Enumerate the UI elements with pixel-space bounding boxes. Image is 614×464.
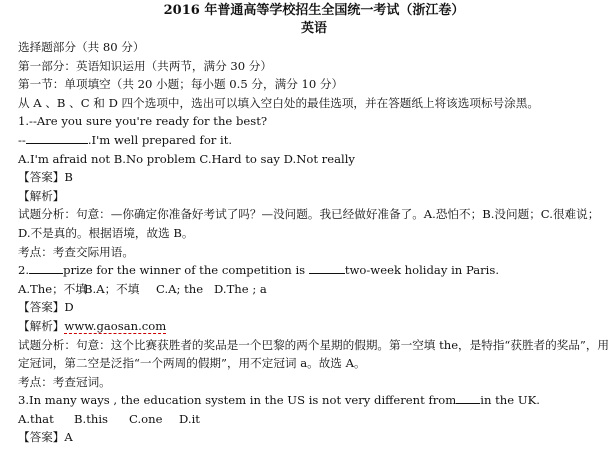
q2-answer-value: D	[64, 300, 74, 315]
q2-option-b: B.A；不填	[84, 281, 140, 296]
q2-stem-end: two-week holiday in Paris.	[344, 263, 500, 278]
q2-option-c: C.A; the	[156, 281, 204, 296]
q2-analysis: 试题分析：句意：这个比赛获胜者的奖品是一个巴黎的两个星期的假期。第一空填 the，是特指“获胜者的奖品”，用定冠词，第二空是泛指“一个两周的假期”，用不定冠词 a。故选 A。	[18, 337, 610, 371]
q1-answer-value: B	[64, 170, 73, 185]
q3-answer-value: A	[64, 430, 73, 445]
q3-option-d: D.it	[179, 411, 200, 426]
q2-point: 考点：考查冠词。	[18, 374, 111, 389]
q1-reply-line	[18, 131, 610, 150]
q3-option-c: C.one	[129, 411, 163, 426]
q1-options: A.I'm afraid not B.No problem C.Hard to say D.Not really	[18, 151, 355, 166]
subsection-heading: 第一节：单项填空（共 20 小题；每小题 0.5 分，满分 10 分）	[18, 77, 344, 92]
q2-stem	[18, 261, 610, 280]
q3-stem	[18, 391, 610, 410]
q2-analysis-header	[18, 317, 610, 336]
q2-answer-label: 【答案】	[18, 300, 65, 315]
document	[18, 2, 610, 447]
q1-analysis-label: 【解析】	[18, 188, 65, 203]
part-heading: 第一部分：英语知识运用（共两节，满分 30 分）	[18, 58, 272, 73]
q3-answer-label: 【答案】	[18, 430, 65, 445]
q1-stem: 1.--Are you sure you're ready for the best?	[18, 114, 268, 129]
q1-dash: --	[18, 132, 26, 147]
section-heading: 选择题部分（共 80 分）	[18, 40, 145, 54]
q3-blank	[456, 391, 480, 404]
q1-analysis: 试题分析：句意：—你确定你准备好考试了吗？—没问题。我已经做好准备了。A.恐怕不；B.没问题；C.很难说；D.不是真的。根据语境，故选 B。	[18, 207, 600, 240]
q3-option-a: A.that	[18, 411, 54, 426]
q2-options	[18, 280, 610, 299]
q2-blank-1	[29, 261, 63, 274]
exam-subject: 英语	[300, 21, 327, 36]
q2-blank-2	[309, 261, 345, 274]
q1-point: 考点：考查交际用语。	[18, 244, 134, 259]
q2-watermark-link[interactable]: www.gaosan.com	[64, 318, 167, 333]
q3-stem-end: in the UK.	[480, 393, 540, 408]
q1-answer	[18, 168, 610, 187]
q2-analysis-label: 【解析】	[18, 318, 65, 333]
q2-option-a: A.The；不填	[18, 281, 87, 296]
q3-options	[18, 410, 610, 429]
q1-answer-label: 【答案】	[18, 170, 65, 185]
q3-stem-text: 3.In many ways , the education system in the US is not very different from	[18, 393, 457, 408]
q2-stem-middle: prize for the winner of the competition is	[63, 263, 306, 278]
q2-answer	[18, 298, 610, 317]
q3-option-b: B.this	[74, 411, 108, 426]
q1-blank	[26, 131, 88, 144]
exam-title: 2016 年普通高等学校招生全国统一考试（浙江卷）	[163, 3, 465, 18]
q2-option-d: D.The ; a	[214, 281, 267, 296]
q3-answer	[18, 428, 610, 447]
q2-number: 2.	[18, 263, 30, 278]
q1-reply: .I'm well prepared for it.	[87, 132, 233, 147]
instruction-text: 从 A 、B 、C 和 D 四个选项中，选出可以填入空白处的最佳选项，并在答题纸上将该选项标号涂黑。	[18, 95, 539, 110]
